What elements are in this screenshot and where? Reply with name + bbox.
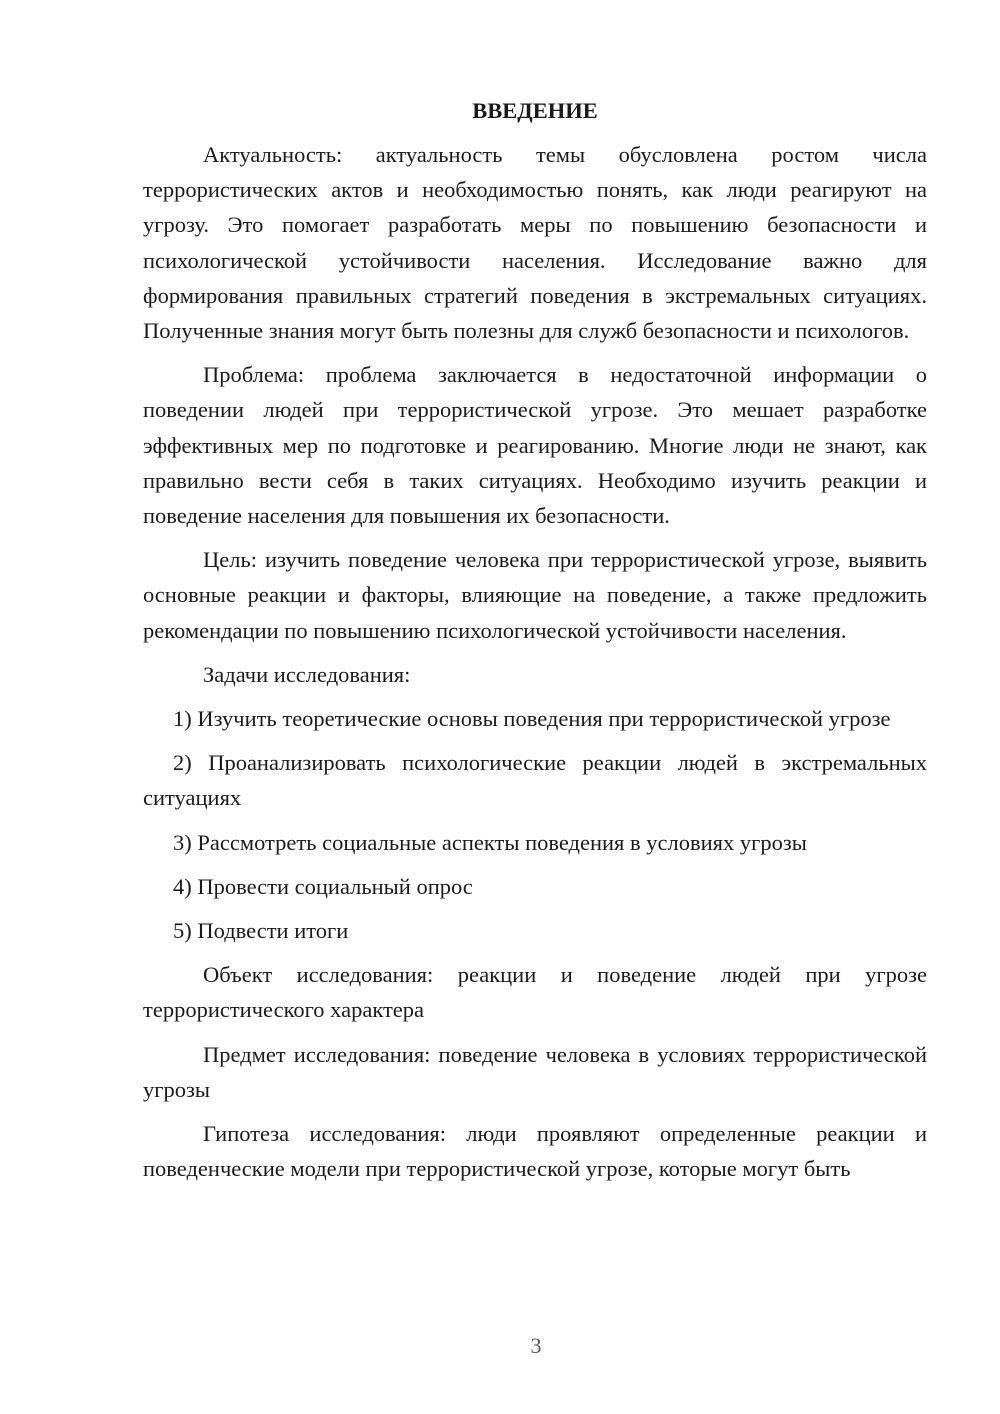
task-item-5: 5) Подвести итоги: [173, 918, 349, 944]
object-paragraph: Объект исследования: реакции и поведение людей при угрозе террористического характера: [143, 962, 927, 1023]
page-content: [143, 93, 927, 1195]
task-item-3: 3) Рассмотреть социальные аспекты поведения в условиях угрозы: [173, 829, 807, 855]
problem-paragraph: Проблема: проблема заключается в недостаточной информации о поведении людей при террористической угрозе. Это мешает разработке эффективных мер по подготовке и реагированию. Многие люди не знают, как правильно вести себя в таких ситуациях. Необходимо изучить реакции и поведение населения для повышения их безопасности.: [143, 362, 927, 529]
tasks-heading: Задачи исследования:: [203, 661, 411, 687]
hypothesis-paragraph: Гипотеза исследования: люди проявляют определенные реакции и поведенческие модели при террористической угрозе, которые могут быть: [143, 1121, 927, 1182]
section-heading: ВВЕДЕНИЕ: [472, 98, 598, 123]
task-item-4: 4) Провести социальный опрос: [173, 873, 473, 899]
relevance-paragraph: Актуальность: актуальность темы обусловлена ростом числа террористических актов и необходимостью понять, как люди реагируют на угрозу. Это помогает разработать меры по повышению безопасности и психологической устойчивости населения. Исследование важно для формирования правильных стратегий поведения в экстремальных ситуациях. Полученные знания могут быть полезны для служб безопасности и психологов.: [143, 142, 927, 344]
subject-paragraph: Предмет исследования: поведение человека в условиях террористической угрозы: [143, 1041, 927, 1102]
task-item-1: 1) Изучить теоретические основы поведения при террористической угрозе: [173, 706, 891, 732]
goal-paragraph: Цель: изучить поведение человека при террористической угрозе, выявить основные реакции и факторы, влияющие на поведение, а также предложить рекомендации по повышению психологической устойчивости населения.: [143, 547, 927, 643]
task-item-2: 2) Проанализировать психологические реакции людей в экстремальных ситуациях: [143, 750, 927, 811]
page-number: 3: [530, 1333, 542, 1358]
